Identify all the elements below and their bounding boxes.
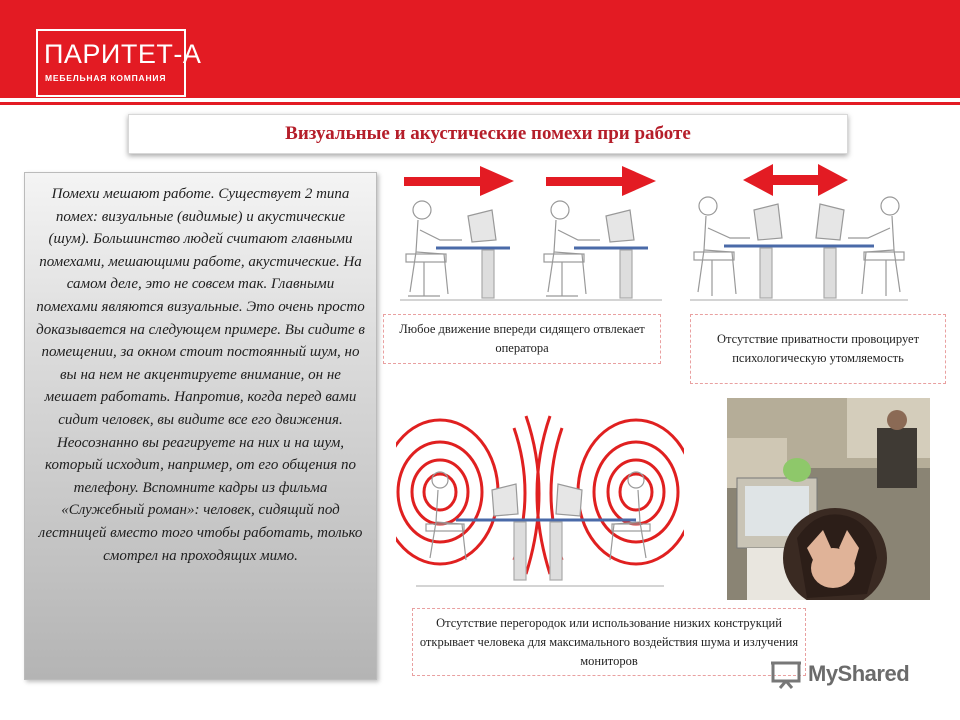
arrow-right-icon xyxy=(546,166,656,196)
logo-name: ПАРИТЕТ-А xyxy=(44,39,202,69)
watermark-text: MyShared xyxy=(808,661,910,686)
office-photo xyxy=(727,398,930,600)
caption-partitions: Отсутствие перегородок или использование низких конструкций открывает человека для максимального воздействия шума и излучения мониторов xyxy=(412,608,806,676)
caption-movement: Любое движение впереди сидящего отвлекает оператора xyxy=(383,314,661,364)
face-to-face-illustration xyxy=(690,192,908,304)
panel-body-text: Помехи мешают работе. Существует 2 типа помех: визуальные (видимые) и акустические (шум). Большинство людей считают главными помехами, мешающими работе, акустические. На самом деле, это не совсем так. Главными помехами являются визуальные. Это очень просто доказывается на следующем примере. Вы сидите в помещении, за окном стоит постоянный шум, но вы на нем не акцентируете внимание, он не мешает работать. Напротив, когда перед вами сидит человек, вы видите все его движения. Неосознанно вы реагируете на них и на шум, который исходит, например, от его общения по телефону. Вспомните кадры из фильма «Служебный роман»: человек, сидящий под лестницей вместо того чтобы работать, только смотрел на проходящих мимо. xyxy=(36,186,365,564)
presentation-icon xyxy=(770,659,804,689)
logo-subtitle: МЕБЕЛЬНАЯ КОМПАНИЯ xyxy=(45,73,167,83)
watermark xyxy=(770,658,930,690)
header-underline xyxy=(0,102,960,105)
company-logo[interactable] xyxy=(36,29,202,97)
slide-title-box xyxy=(128,114,848,154)
caption-privacy: Отсутствие приватности провоцирует психологическую утомляемость xyxy=(690,314,946,384)
arrow-right-icon xyxy=(404,166,514,196)
noise-waves-illustration xyxy=(396,410,684,606)
slide-title: Визуальные и акустические помехи при работе xyxy=(285,123,691,144)
operators-row-illustration xyxy=(400,196,662,304)
text-panel xyxy=(24,172,377,680)
